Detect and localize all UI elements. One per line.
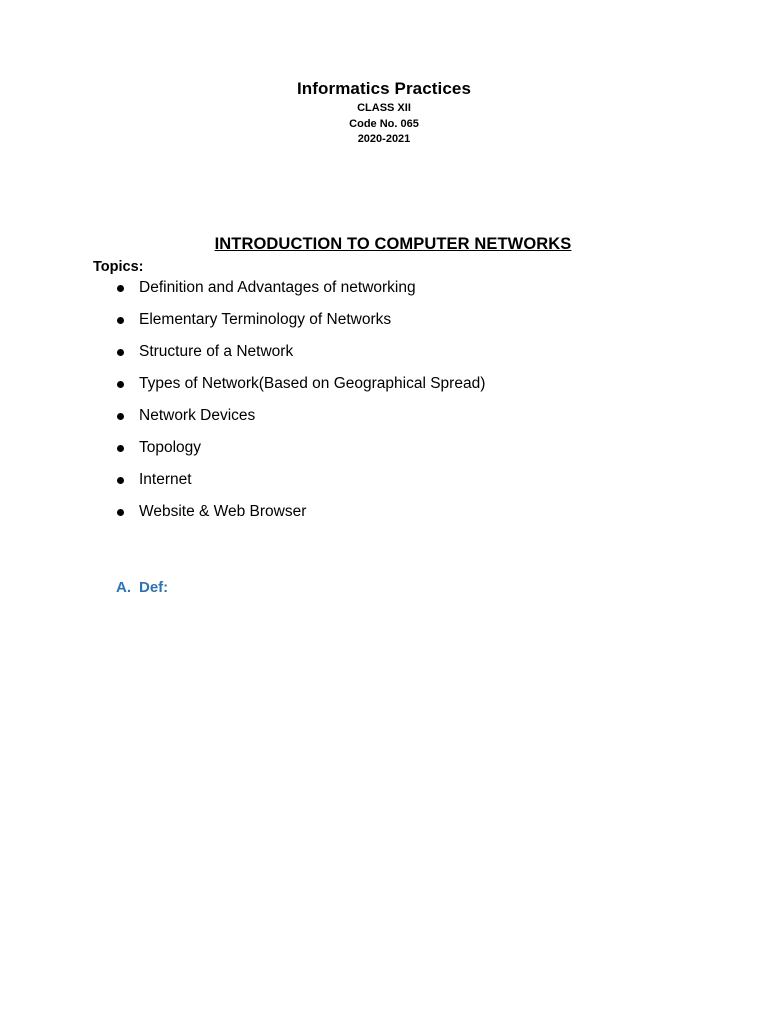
topic-text: Definition and Advantages of networking xyxy=(139,279,416,296)
class-line: CLASS XII xyxy=(357,102,411,114)
topic-text: Types of Network(Based on Geographical Spread) xyxy=(139,375,486,392)
topics-label: Topics: xyxy=(93,259,144,275)
bullet-icon xyxy=(117,509,124,516)
document-header xyxy=(0,78,768,148)
bullet-icon xyxy=(117,317,124,324)
bullet-icon xyxy=(117,477,124,484)
topic-item xyxy=(0,438,485,470)
year-line: 2020-2021 xyxy=(357,133,411,145)
topic-item xyxy=(0,470,485,502)
bullet-icon xyxy=(117,349,124,356)
topic-text: Network Devices xyxy=(139,407,256,424)
bullet-icon xyxy=(117,445,124,452)
document-meta xyxy=(0,101,768,148)
topics-list xyxy=(0,278,485,534)
topic-text: Structure of a Network xyxy=(139,343,294,360)
topic-text: Topology xyxy=(139,439,202,456)
topic-item xyxy=(0,342,485,374)
topic-item xyxy=(0,278,485,310)
topic-item xyxy=(0,406,485,438)
topic-text: Internet xyxy=(139,471,192,488)
bullet-icon xyxy=(117,413,124,420)
code-line: Code No. 065 xyxy=(349,117,419,130)
section-heading: INTRODUCTION TO COMPUTER NETWORKS xyxy=(214,235,572,253)
topic-text: Elementary Terminology of Networks xyxy=(139,311,392,328)
document-title: Informatics Practices xyxy=(296,79,472,98)
bullet-icon xyxy=(117,285,124,292)
topic-item xyxy=(0,502,485,534)
subsection-label: Def: xyxy=(139,579,169,596)
subsection-heading xyxy=(116,578,168,598)
topic-text: Website & Web Browser xyxy=(139,503,307,520)
topic-item xyxy=(0,374,485,406)
topic-item xyxy=(0,310,485,342)
bullet-icon xyxy=(117,381,124,388)
subsection-marker: A. xyxy=(116,579,131,596)
